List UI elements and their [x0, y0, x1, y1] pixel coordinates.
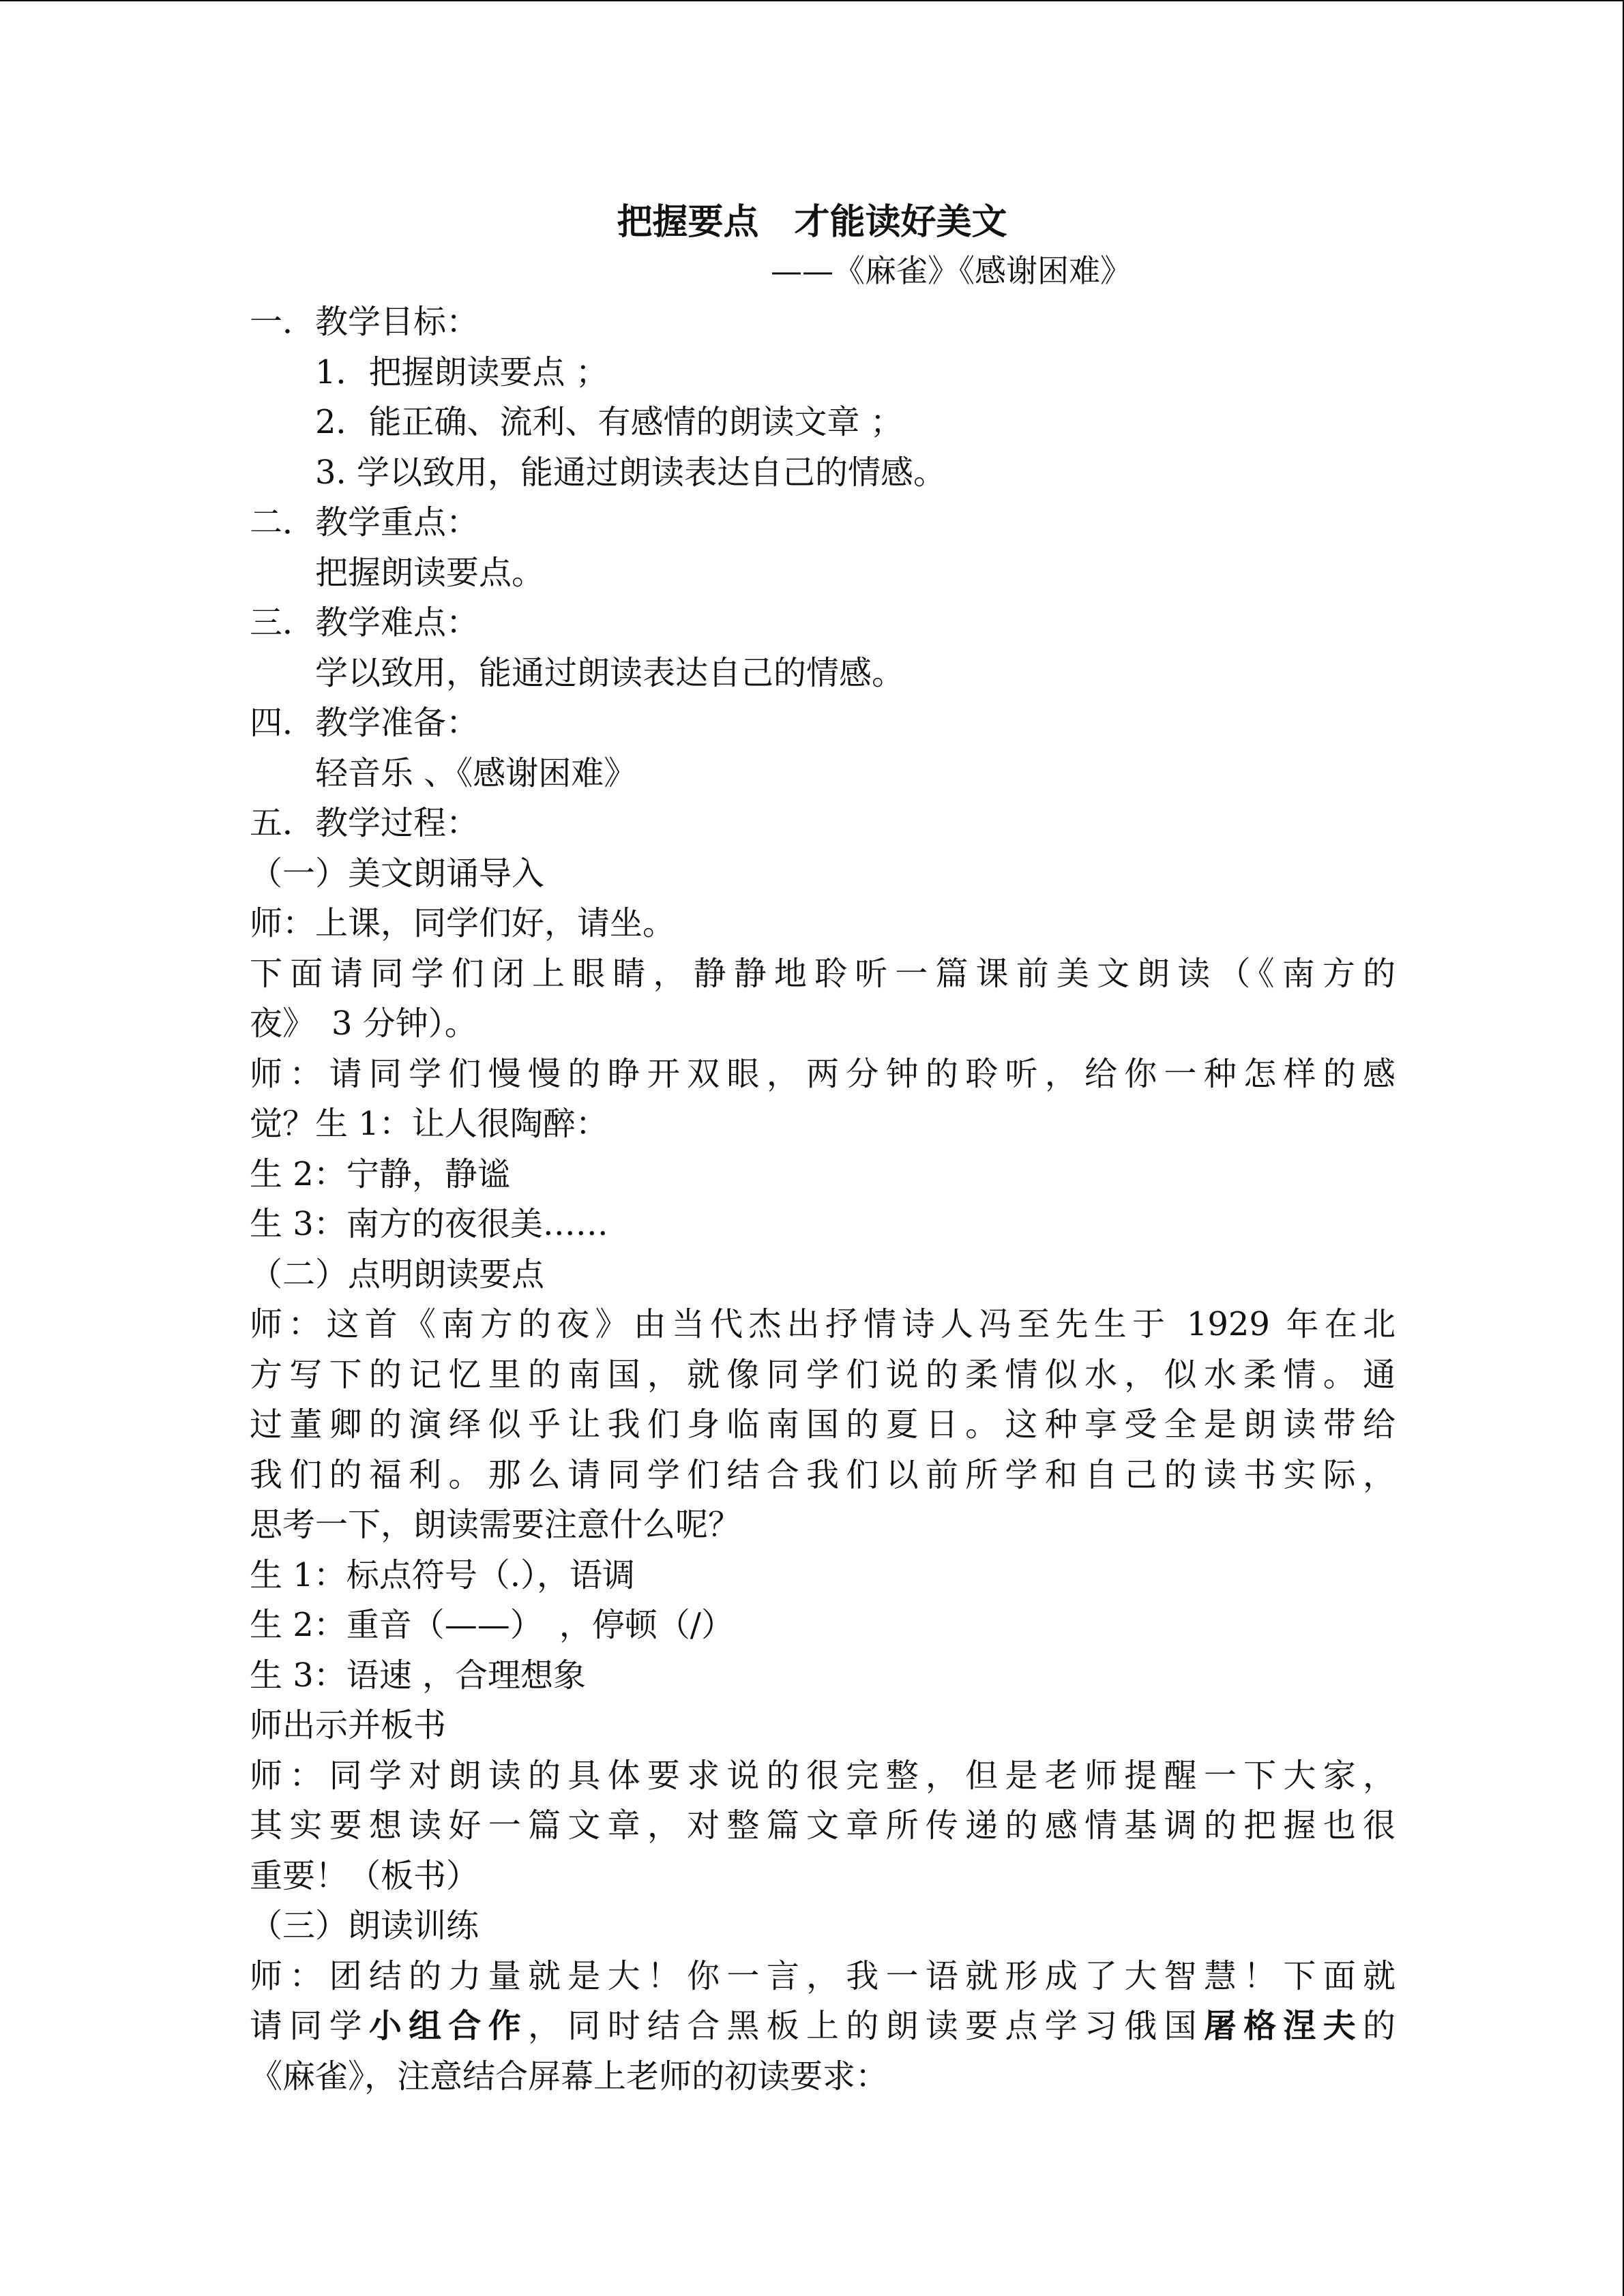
text-line: [250, 2001, 1396, 2052]
text-run: 请同学: [250, 2007, 369, 2045]
text-line: （三）朗读训练: [250, 1907, 479, 1945]
text-line: 《麻雀》，注意结合屏幕上老师的初读要求：: [250, 2057, 889, 2096]
text-line: 师：上课，同学们好，请坐。: [250, 904, 676, 942]
document-title: 把握要点 才能读好美文: [617, 201, 1007, 243]
text-line: 四．教学准备：: [250, 704, 479, 742]
text-line: 生 1：标点符号（.），语调: [250, 1555, 636, 1594]
text-run: 的: [1362, 2007, 1396, 2045]
text-line: 过董卿的演绎似乎让我们身临南国的夏日。这种享受全是朗读带给: [250, 1405, 1396, 1444]
text-line: 师出示并板书: [250, 1706, 447, 1744]
text-line: （一）美文朗诵导入: [250, 854, 545, 893]
text-line: 轻音乐 、《感谢困难》: [315, 754, 637, 792]
text-line: 二．教学重点：: [250, 503, 479, 541]
text-line: 生 2：宁静，静谧: [250, 1154, 510, 1193]
text-line: 我们的福利。那么请同学们结合我们以前所学和自己的读书实际，: [250, 1455, 1396, 1494]
text-line: 把握朗读要点。: [315, 553, 545, 592]
text-line: 一．教学目标：: [250, 303, 479, 341]
text-line: 觉？生 1：让人很陶醉：: [250, 1105, 608, 1143]
text-line: 师：团结的力量就是大！你一言，我一语就形成了大智慧！下面就: [250, 1956, 1396, 1995]
text-line: 思考一下，朗读需要注意什么呢？: [250, 1506, 741, 1544]
text-line: （二）点明朗读要点: [250, 1255, 545, 1294]
bold-text-run: 小组合作: [368, 2007, 528, 2045]
bold-text-run: 屠格涅夫: [1203, 2007, 1363, 2045]
text-line: 师：这首《南方的夜》由当代杰出抒情诗人冯至先生于 1929 年在北: [250, 1305, 1396, 1343]
text-line: 重要！（板书）: [250, 1856, 479, 1895]
text-line: 生 2：重音（——） ，停顿（/）: [250, 1606, 734, 1644]
text-line: 其实要想读好一篇文章，对整篇文章所传递的感情基调的把握也很: [250, 1806, 1396, 1845]
text-line: 下面请同学们闭上眼睛，静静地聆听一篇课前美文朗读（《南方的: [250, 954, 1396, 993]
text-line: 生 3：语速 ，合理想象: [250, 1656, 587, 1695]
text-line: 3. 学以致用，能通过朗读表达自己的情感。: [315, 453, 947, 492]
text-line: 学以致用，能通过朗读表达自己的情感。: [315, 653, 905, 692]
text-line: 方写下的记忆里的南国，就像同学们说的柔情似水，似水柔情。通: [250, 1355, 1396, 1394]
text-line: 五．教学过程：: [250, 804, 479, 842]
text-line: 2．能正确、流利、有感情的朗读文章 ；: [315, 403, 903, 441]
document-subtitle: ——《麻雀》《感谢困难》: [771, 252, 1132, 289]
text-line: 师：请同学们慢慢的睁开双眼，两分钟的聆听，给你一种怎样的感: [250, 1054, 1396, 1093]
document-body: [250, 297, 1396, 2102]
text-line: 三．教学难点：: [250, 603, 479, 642]
text-line: 师：同学对朗读的具体要求说的很完整，但是老师提醒一下大家，: [250, 1756, 1396, 1795]
text-line: 1．把握朗读要点 ；: [315, 353, 608, 391]
text-run: ，同时结合黑板上的朗读要点学习俄国: [528, 2007, 1204, 2045]
text-line: 夜》 3 分钟）。: [250, 1004, 477, 1043]
text-line: 生 3：南方的夜很美……: [250, 1205, 608, 1243]
